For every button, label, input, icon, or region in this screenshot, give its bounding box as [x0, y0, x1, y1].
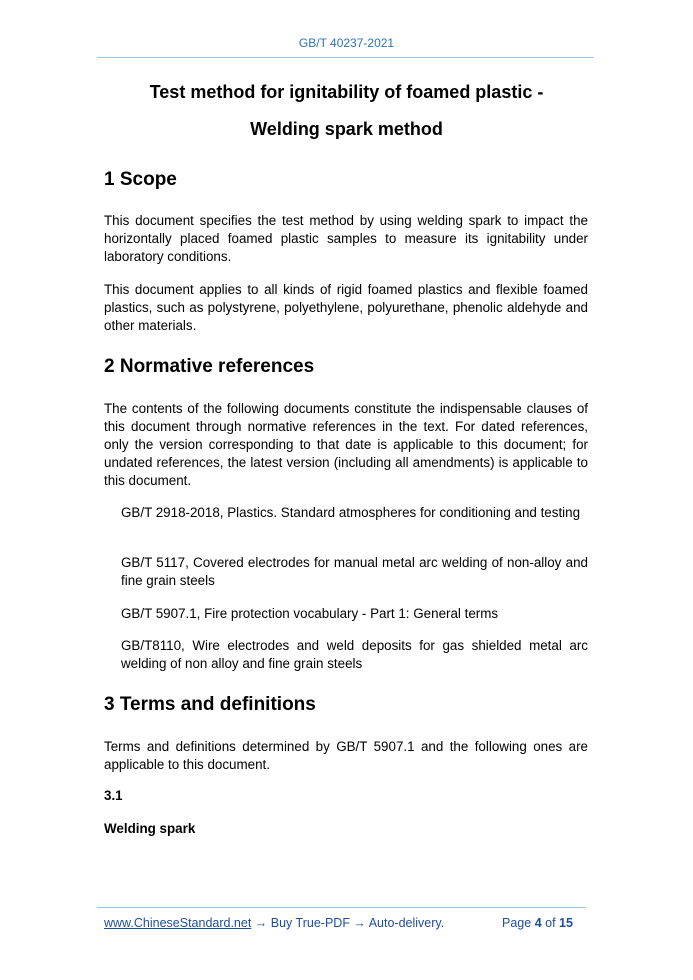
arrow-icon: → — [349, 916, 369, 930]
arrow-icon: → — [251, 916, 271, 930]
terms-paragraph: Terms and definitions determined by GB/T 5907.1 and the following ones are applicable to this document. — [104, 739, 588, 772]
section-heading-normative-references: 2 Normative references — [104, 356, 315, 377]
section-heading-terms-definitions: 3 Terms and definitions — [104, 694, 316, 715]
footer-divider — [97, 907, 586, 908]
page-indicator — [502, 916, 573, 930]
scope-paragraph-2: This document applies to all kinds of rigid foamed plastics and flexible foamed plastics, such as polystyrene, polyethylene, polyurethane, phenolic aldehyde and other materials. — [104, 282, 588, 333]
reference-item: GB/T8110, Wire electrodes and weld deposits for gas shielded metal arc welding of non alloy and fine grain steels — [121, 638, 588, 671]
reference-item: GB/T 2918-2018, Plastics. Standard atmospheres for conditioning and testing — [121, 505, 581, 520]
page-of: of — [545, 916, 556, 930]
document-title-line-1: Test method for ignitability of foamed plastic - — [149, 82, 544, 102]
page-total: 15 — [559, 916, 573, 930]
footer-promo — [104, 916, 444, 930]
reference-item: GB/T 5907.1, Fire protection vocabulary - Part 1: General terms — [121, 606, 499, 621]
auto-delivery-text: Auto-delivery. — [368, 916, 445, 930]
page-current: 4 — [534, 916, 542, 930]
normative-paragraph: The contents of the following documents constitute the indispensable clauses of this document through normative references in the text. For dated references, only the version corresponding to that date is applicable to this document; for undated references, the latest version (including all amendments) is applicable to this document. — [104, 401, 588, 488]
buy-pdf-text: Buy True-PDF — [270, 916, 350, 930]
term-title: Welding spark — [104, 821, 196, 836]
document-id-header: GB/T 40237-2021 — [298, 36, 395, 50]
section-heading-scope: 1 Scope — [104, 169, 177, 190]
website-link[interactable]: www.ChineseStandard.net — [104, 916, 252, 930]
reference-item: GB/T 5117, Covered electrodes for manual metal arc welding of non-alloy and fine grain steels — [121, 555, 588, 588]
header-divider — [97, 57, 594, 58]
term-number: 3.1 — [104, 788, 123, 803]
scope-paragraph-1: This document specifies the test method by using welding spark to impact the horizontally placed foamed plastic samples to measure its ignitability under laboratory conditions. — [104, 213, 588, 264]
page-label: Page — [502, 916, 532, 930]
document-title-line-2: Welding spark method — [250, 119, 443, 139]
